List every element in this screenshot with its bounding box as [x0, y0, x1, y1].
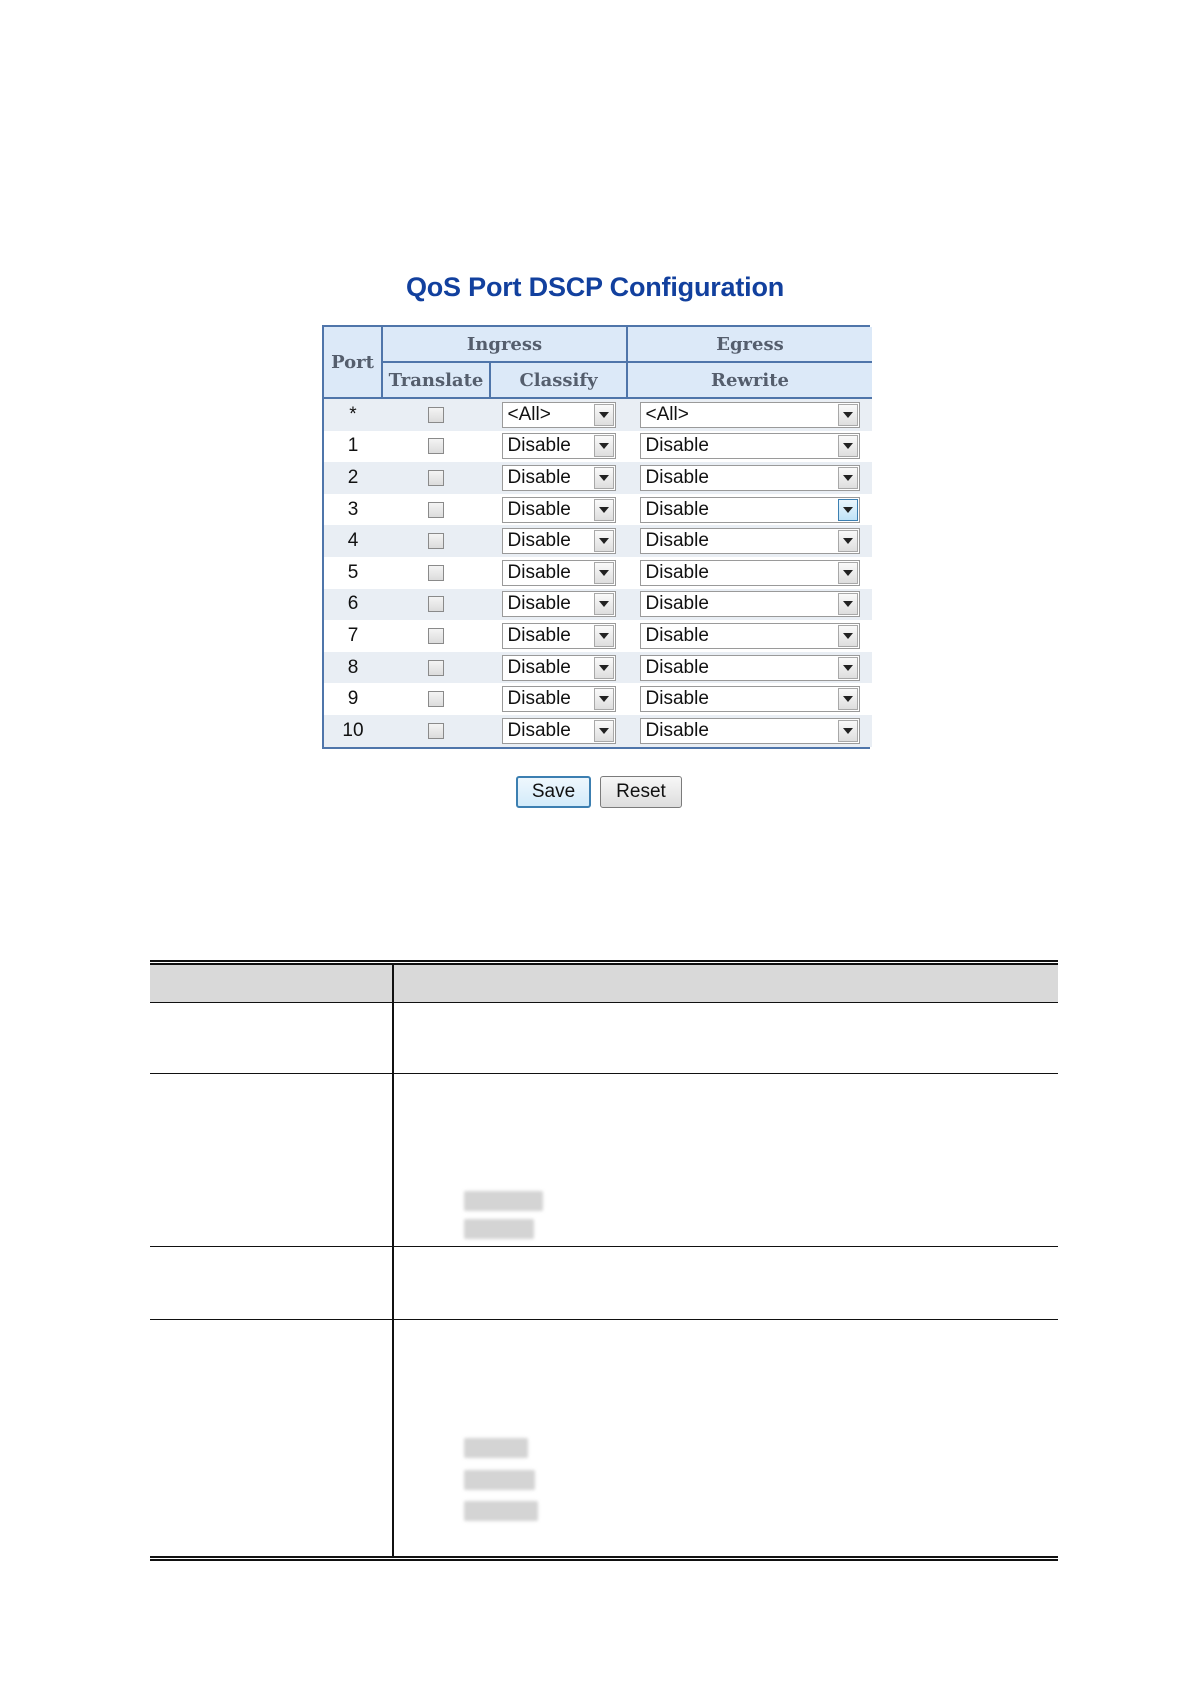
classify-cell	[490, 494, 627, 526]
dropdown-arrow-icon[interactable]	[838, 404, 858, 426]
classify-select[interactable]	[502, 528, 616, 554]
table-row	[324, 683, 872, 715]
dropdown-arrow-icon[interactable]	[838, 625, 858, 647]
rewrite-select[interactable]	[640, 560, 860, 586]
classify-value: Disable	[507, 530, 571, 552]
table-row	[324, 620, 872, 652]
rewrite-cell	[627, 525, 872, 557]
translate-checkbox[interactable]	[428, 565, 444, 581]
classify-select[interactable]	[502, 497, 616, 523]
description-row	[150, 1246, 1058, 1319]
port-cell: 6	[324, 589, 382, 621]
header-rewrite: Rewrite	[627, 362, 872, 398]
redacted-option	[464, 1438, 528, 1458]
qos-port-dscp-table	[322, 325, 870, 749]
dropdown-arrow-icon[interactable]	[594, 467, 614, 489]
table-row	[324, 557, 872, 589]
rewrite-select[interactable]	[640, 433, 860, 459]
dropdown-arrow-icon[interactable]	[838, 562, 858, 584]
rewrite-cell	[627, 398, 872, 431]
translate-cell	[382, 589, 490, 621]
classify-cell	[490, 557, 627, 589]
rewrite-value: Disable	[645, 688, 709, 710]
rewrite-cell	[627, 557, 872, 589]
classify-cell	[490, 431, 627, 463]
description-bottom-rule	[150, 1556, 1058, 1561]
translate-checkbox[interactable]	[428, 660, 444, 676]
rewrite-select[interactable]	[640, 718, 860, 744]
classify-cell	[490, 589, 627, 621]
classify-cell	[490, 525, 627, 557]
port-cell: *	[324, 398, 382, 431]
rewrite-cell	[627, 494, 872, 526]
header-egress: Egress	[627, 327, 872, 362]
rewrite-value: Disable	[645, 498, 709, 520]
translate-checkbox[interactable]	[428, 470, 444, 486]
translate-cell	[382, 525, 490, 557]
translate-checkbox[interactable]	[428, 407, 444, 423]
table-row	[324, 589, 872, 621]
translate-cell	[382, 715, 490, 747]
dropdown-arrow-icon[interactable]	[838, 435, 858, 457]
port-cell: 9	[324, 683, 382, 715]
translate-checkbox[interactable]	[428, 596, 444, 612]
redacted-option	[464, 1219, 534, 1239]
dropdown-arrow-icon[interactable]	[838, 467, 858, 489]
rewrite-select[interactable]	[640, 528, 860, 554]
redacted-option	[464, 1501, 538, 1521]
rewrite-cell	[627, 462, 872, 494]
translate-cell	[382, 620, 490, 652]
dropdown-arrow-icon[interactable]	[838, 657, 858, 679]
classify-value: Disable	[507, 561, 571, 583]
rewrite-value: <All>	[645, 403, 689, 425]
rewrite-select[interactable]	[640, 686, 860, 712]
translate-cell	[382, 557, 490, 589]
rewrite-select[interactable]	[640, 623, 860, 649]
dropdown-arrow-icon[interactable]	[594, 530, 614, 552]
dropdown-arrow-icon[interactable]	[838, 530, 858, 552]
classify-value: Disable	[507, 719, 571, 741]
rewrite-cell	[627, 431, 872, 463]
description-row	[150, 1002, 1058, 1073]
port-cell: 4	[324, 525, 382, 557]
rewrite-cell	[627, 683, 872, 715]
dropdown-arrow-icon[interactable]	[594, 625, 614, 647]
translate-checkbox[interactable]	[428, 438, 444, 454]
table-row	[324, 398, 872, 431]
classify-cell	[490, 398, 627, 431]
dropdown-arrow-icon[interactable]	[594, 499, 614, 521]
table-row	[324, 462, 872, 494]
dropdown-arrow-icon[interactable]	[594, 688, 614, 710]
port-cell: 1	[324, 431, 382, 463]
classify-select[interactable]	[502, 433, 616, 459]
description-row	[150, 1319, 1058, 1556]
description-table	[150, 960, 1058, 1561]
translate-checkbox[interactable]	[428, 691, 444, 707]
rewrite-value: Disable	[645, 466, 709, 488]
classify-value: <All>	[507, 403, 551, 425]
dropdown-arrow-icon[interactable]	[594, 720, 614, 742]
port-cell: 2	[324, 462, 382, 494]
header-port: Port	[324, 327, 382, 398]
rewrite-value: Disable	[645, 530, 709, 552]
classify-cell	[490, 620, 627, 652]
translate-cell	[382, 652, 490, 684]
translate-checkbox[interactable]	[428, 533, 444, 549]
rewrite-select[interactable]	[640, 591, 860, 617]
rewrite-value: Disable	[645, 656, 709, 678]
translate-cell	[382, 462, 490, 494]
table-row	[324, 431, 872, 463]
translate-checkbox[interactable]	[428, 628, 444, 644]
page-title: QoS Port DSCP Configuration	[405, 272, 785, 302]
header-ingress: Ingress	[382, 327, 627, 362]
classify-value: Disable	[507, 688, 571, 710]
classify-value: Disable	[507, 624, 571, 646]
rewrite-value: Disable	[645, 593, 709, 615]
classify-value: Disable	[507, 466, 571, 488]
rewrite-cell	[627, 652, 872, 684]
rewrite-select[interactable]	[640, 465, 860, 491]
classify-select[interactable]	[502, 686, 616, 712]
classify-cell	[490, 715, 627, 747]
port-cell: 8	[324, 652, 382, 684]
reset-button[interactable]: Reset	[600, 776, 682, 808]
classify-select[interactable]	[502, 655, 616, 681]
description-header	[150, 965, 1058, 1002]
dropdown-arrow-icon[interactable]	[838, 720, 858, 742]
table-row	[324, 652, 872, 684]
translate-checkbox[interactable]	[428, 723, 444, 739]
classify-cell	[490, 462, 627, 494]
classify-select[interactable]	[502, 560, 616, 586]
redacted-option	[464, 1191, 543, 1211]
table-row	[324, 525, 872, 557]
translate-cell	[382, 494, 490, 526]
rewrite-select[interactable]	[640, 402, 860, 428]
dropdown-arrow-icon[interactable]	[838, 499, 858, 521]
translate-cell	[382, 398, 490, 431]
redacted-option	[464, 1470, 535, 1490]
description-row	[150, 1073, 1058, 1246]
classify-cell	[490, 652, 627, 684]
rewrite-value: Disable	[645, 719, 709, 741]
classify-select[interactable]	[502, 402, 616, 428]
translate-cell	[382, 431, 490, 463]
rewrite-cell	[627, 715, 872, 747]
rewrite-cell	[627, 620, 872, 652]
translate-checkbox[interactable]	[428, 502, 444, 518]
port-cell: 5	[324, 557, 382, 589]
classify-select[interactable]	[502, 718, 616, 744]
header-translate: Translate	[382, 362, 490, 398]
port-cell: 7	[324, 620, 382, 652]
port-cell: 3	[324, 494, 382, 526]
translate-cell	[382, 683, 490, 715]
rewrite-select[interactable]	[640, 655, 860, 681]
classify-select[interactable]	[502, 465, 616, 491]
save-button[interactable]: Save	[516, 776, 591, 808]
rewrite-value: Disable	[645, 624, 709, 646]
classify-cell	[490, 683, 627, 715]
classify-select[interactable]	[502, 591, 616, 617]
dropdown-arrow-icon[interactable]	[594, 657, 614, 679]
table-row	[324, 494, 872, 526]
rewrite-value: Disable	[645, 561, 709, 583]
classify-select[interactable]	[502, 623, 616, 649]
classify-value: Disable	[507, 435, 571, 457]
dropdown-arrow-icon[interactable]	[594, 562, 614, 584]
classify-value: Disable	[507, 656, 571, 678]
dropdown-arrow-icon[interactable]	[594, 404, 614, 426]
port-cell: 10	[324, 715, 382, 747]
header-classify: Classify	[490, 362, 627, 398]
table-row	[324, 715, 872, 747]
dropdown-arrow-icon[interactable]	[838, 688, 858, 710]
rewrite-select[interactable]	[640, 497, 860, 523]
dropdown-arrow-icon[interactable]	[594, 435, 614, 457]
dropdown-arrow-icon[interactable]	[838, 593, 858, 615]
rewrite-cell	[627, 589, 872, 621]
dropdown-arrow-icon[interactable]	[594, 593, 614, 615]
classify-value: Disable	[507, 593, 571, 615]
classify-value: Disable	[507, 498, 571, 520]
rewrite-value: Disable	[645, 435, 709, 457]
